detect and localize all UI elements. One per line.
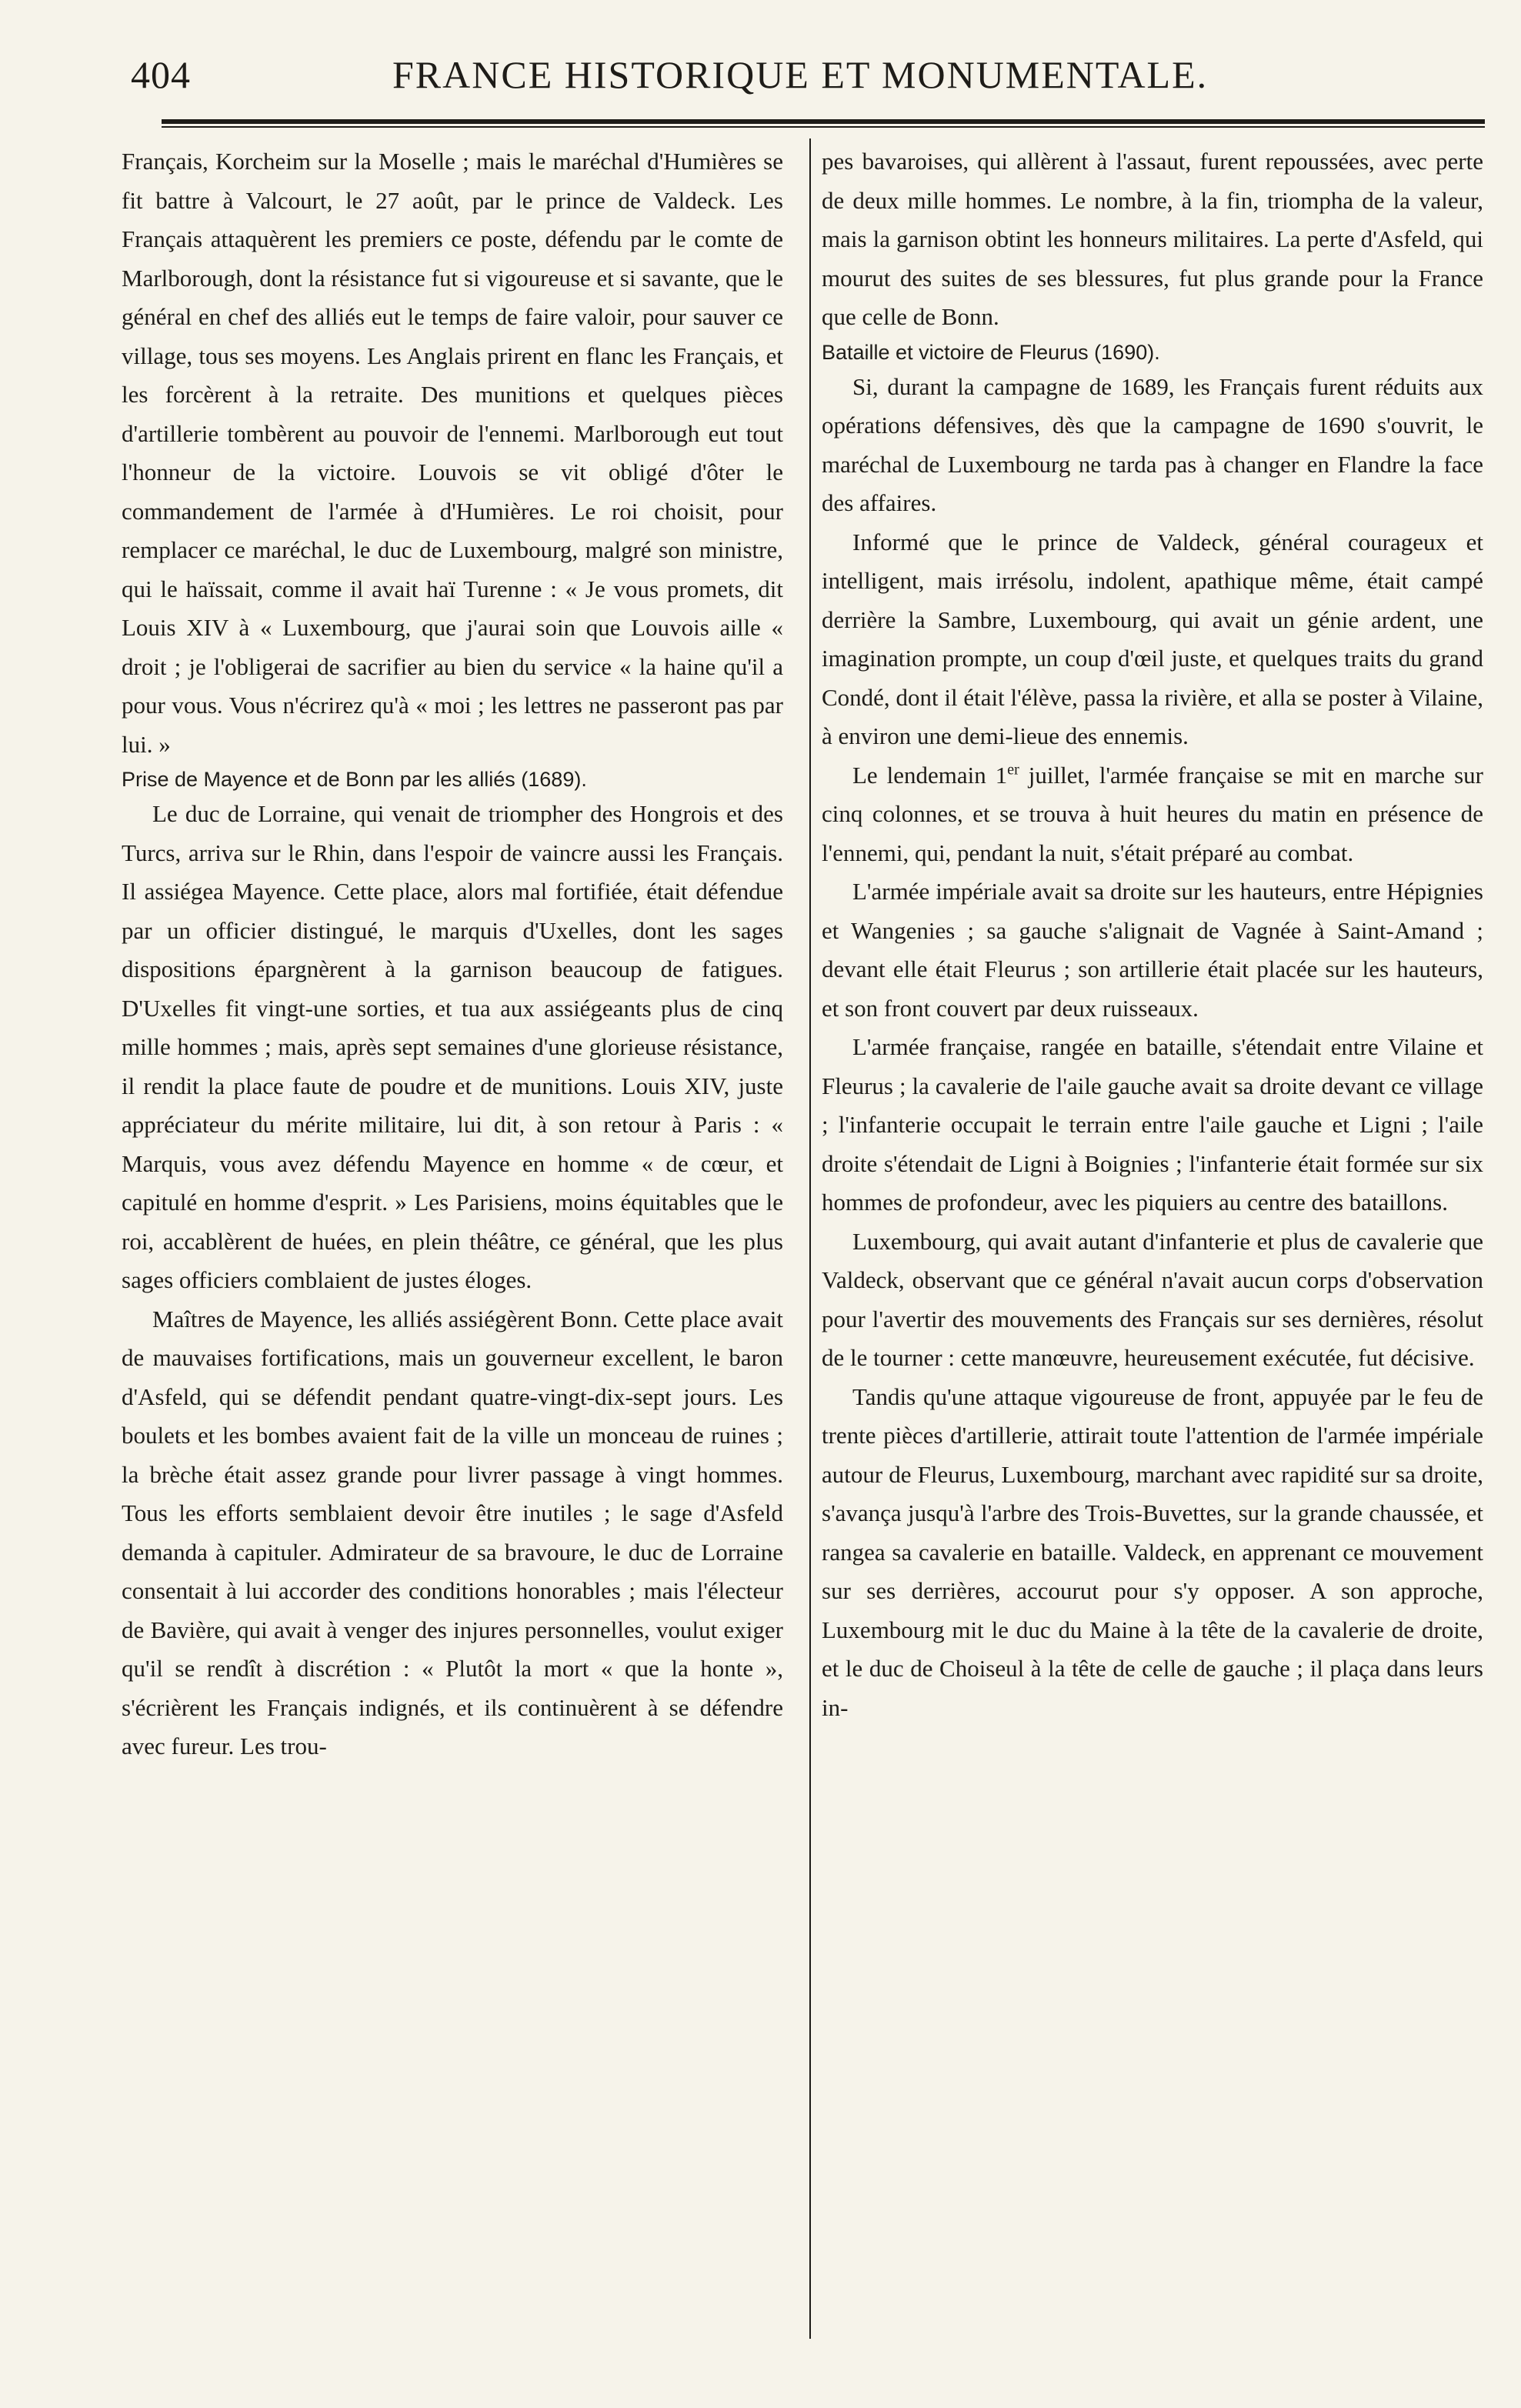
paragraph: Si, durant la campagne de 1689, les Français furent réduits aux opérations défensives, dès que la campagne de 1690 s'ouvrit, le maréchal de Luxembourg ne tarda pas à changer en Flandre la face des affaires. <box>822 372 1483 516</box>
paragraph: Français, Korcheim sur la Moselle ; mais le maréchal d'Humières se fit battre à Valcourt, le 27 août, par le prince de Valdeck. Les Français attaquèrent les premiers ce poste, défendu par le comte de Marlborough, dont la résistance fut si vigoureuse et si savante, que le général en chef des alliés eut le temps de faire valoir, pour sauver ce village, tous ses moyens. Les Anglais prirent en flanc les Français, et les forcèrent à la retraite. Des munitions et quelques pièces d'artillerie tombèrent au pouvoir de l'ennemi. Marlborough eut tout l'honneur de la victoire. Louvois se vit obligé d'ôter le commandement de l'armée à d'Humières. Le roi choisit, pour remplacer ce maréchal, le duc de Luxembourg, malgré son ministre, qui le haïssait, comme il avait haï Turenne : « Je vous promets, dit Louis XIV à « Luxembourg, que j'aurai soin que Louvois aille « droit ; je l'obligerai de sacrifier au bien du service « la haine qu'il a pour vous. Vous n'écrirez qu'à « moi ; les lettres ne passeront pas par lui. » <box>122 148 783 758</box>
header-rule <box>162 119 1485 128</box>
paragraph-start: Le lendemain 1 <box>852 761 1008 789</box>
section-title-mayence-bonn: Prise de Mayence et de Bonn par les alliés (1689). <box>122 768 587 791</box>
running-title: FRANCE HISTORIQUE ET MONUMENTALE. <box>392 53 1209 96</box>
paragraph <box>822 756 1483 873</box>
paragraph: pes bavaroises, qui allèrent à l'assaut, furent repoussées, avec perte de deux mille hommes. Le nombre, à la fin, triompha de la valeur, mais la garnison obtint les honneurs militaires. La perte d'Asfeld, qui mourut des suites de ses blessures, fut plus grande pour la France que celle de Bonn. <box>822 148 1483 330</box>
section-title-fleurus: Bataille et victoire de Fleurus (1690). <box>822 340 1160 364</box>
column-divider <box>809 138 811 2339</box>
paragraph: Tandis qu'une attaque vigoureuse de front, appuyée par le feu de trente pièces d'artillerie, attirait toute l'attention de l'armée impériale autour de Fleurus, Luxembourg, marchant avec rapidité sur sa droite, s'avança jusqu'à l'arbre des Trois-Buvettes, sur la grande chaussée, et rangea sa cavalerie en bataille. Valdeck, en apprenant ce mouvement sur ses derrières, accourut pour s'y opposer. A son approche, Luxembourg mit le duc du Maine à la tête de la cavalerie de droite, et le duc de Choiseul à la tête de celle de gauche ; il plaça dans leurs in- <box>822 1382 1483 1721</box>
paragraph: L'armée française, rangée en bataille, s'étendait entre Vilaine et Fleurus ; la cavalerie de l'aile gauche avait sa droite devant ce village ; l'infanterie occupait le terrain entre l'aile gauche et Ligni ; l'aile droite s'étendait de Ligni à Boignies ; l'infanterie était formée sur six hommes de profondeur, avec les piquiers au centre des bataillons. <box>822 1033 1483 1216</box>
paragraph-rest: juillet, l'armée française se mit en marche sur cinq colonnes, et se trouva à huit heures du matin en présence de l'ennemi, qui, pendant la nuit, s'était préparé au combat. <box>822 761 1483 866</box>
page-header <box>131 46 1485 108</box>
right-column <box>822 142 1483 1727</box>
ordinal-superscript: er <box>1007 761 1019 779</box>
paragraph: Maîtres de Mayence, les alliés assiégèrent Bonn. Cette place avait de mauvaises fortifications, mais un gouverneur excellent, le baron d'Asfeld, qui se défendit pendant quatre-vingt-dix-sept jours. Les boulets et les bombes avaient fait de la ville un monceau de ruines ; la brèche était assez grande pour livrer passage à vingt hommes. Tous les efforts semblaient devoir être inutiles ; le sage d'Asfeld demanda à capituler. Admirateur de sa bravoure, le duc de Lorraine consentait à lui accorder des conditions honorables ; mais l'électeur de Bavière, qui avait à venger des injures personnelles, voulut exiger qu'il se rendît à discrétion : « Plutôt la mort « que la honte », s'écrièrent les Français indignés, et ils continuèrent à se défendre avec fureur. Les trou- <box>122 1305 783 1759</box>
paragraph: Le duc de Lorraine, qui venait de triompher des Hongrois et des Turcs, arriva sur le Rhin, dans l'espoir de vaincre aussi les Français. Il assiégea Mayence. Cette place, alors mal fortifiée, était défendue par un officier distingué, le marquis d'Uxelles, dont les sages dispositions épargnèrent à la garnison beaucoup de fatigues. D'Uxelles fit vingt-une sorties, et tua aux assiégeants plus de cinq mille hommes ; mais, après sept semaines d'une glorieuse résistance, il rendit la place faute de poudre et de munitions. Louis XIV, juste appréciateur du mérite militaire, lui dit, à son retour à Paris : « Marquis, vous avez défendu Mayence en homme « de cœur, et capitulé en homme d'esprit. » Les Parisiens, moins équitables que le roi, accablèrent de huées, en plein théâtre, ce général, que les plus sages officiers comblaient de justes éloges. <box>122 800 783 1293</box>
paragraph: L'armée impériale avait sa droite sur les hauteurs, entre Hépignies et Wangenies ; sa gauche s'alignait de Vagnée à Saint-Amand ; devant elle était Fleurus ; son artillerie était placée sur les hauteurs, et son front couvert par deux ruisseaux. <box>822 878 1483 1022</box>
left-column <box>122 142 783 1766</box>
page-number: 404 <box>131 53 191 96</box>
paragraph: Luxembourg, qui avait autant d'infanterie et plus de cavalerie que Valdeck, observant que ce général n'avait aucun corps d'observation pour l'avertir des mouvements des Français sur ses dernières, résolut de le tourner : cette manœuvre, heureusement exécutée, fut décisive. <box>822 1227 1483 1371</box>
paragraph: Informé que le prince de Valdeck, général courageux et intelligent, mais irrésolu, indolent, apathique même, était campé derrière la Sambre, Luxembourg, qui avait un génie ardent, une imagination prompte, un coup d'œil juste, et quelques traits du grand Condé, dont il était l'élève, passa la rivière, et alla se poster à Vilaine, à environ une demi-lieue des ennemis. <box>822 528 1483 749</box>
